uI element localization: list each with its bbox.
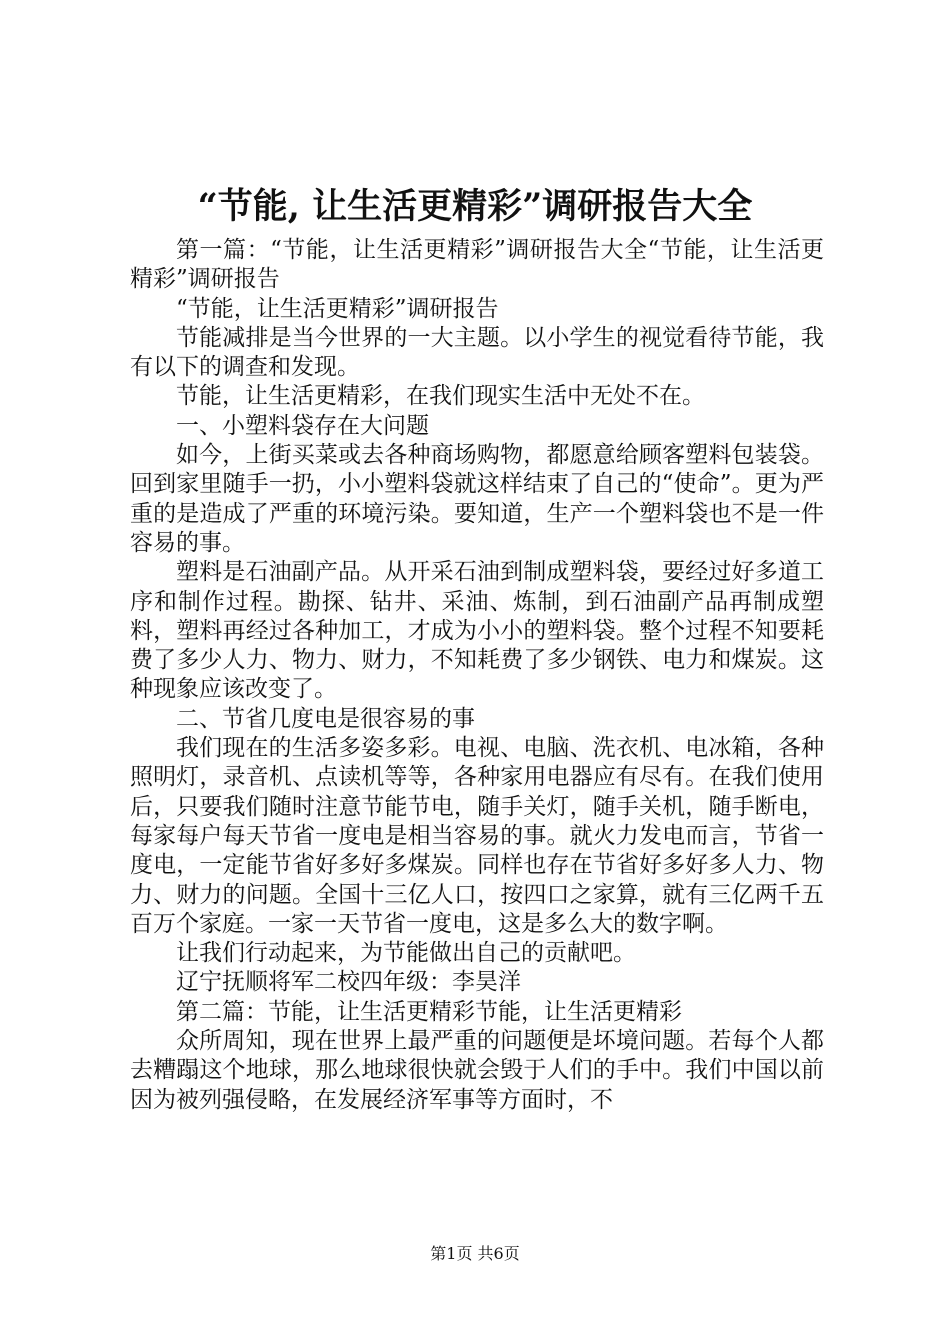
paragraph-plastic-bags: 如今，上街买菜或去各种商场购物，都愿意给顾客塑料包装袋。回到家里随手一扔，小小塑料袋就这样结束了自己的“使命”。更为严重的是造成了严重的环境污染。要知道，生产一个塑料袋也不是一件容易的事。 [130,442,824,556]
paragraph-plastic-production: 塑料是石油副产品。从开采石油到制成塑料袋，要经过好多道工序和制作过程。勘探、钻井、采油、炼制，到石油副产品再制成塑料，塑料再经过各种加工，才成为小小的塑料袋。整个过程不知要耗费了多少人力、物力、财力，不知耗费了多少钢铁、电力和煤炭。这种现象应该改变了。 [130,559,824,703]
paragraph-everywhere: 节能，让生活更精彩，在我们现实生活中无处不在。 [176,383,705,410]
paragraph-part1-heading: 第一篇：“节能，让生活更精彩”调研报告大全“节能，让生活更精彩”调研报告 [130,237,824,293]
section-heading-save-electricity: 二、节省几度电是很容易的事 [176,705,475,732]
document-body [130,236,824,1115]
document-title: “节能, 让生活更精彩”调研报告大全 [197,186,753,227]
paragraph-intro: 节能减排是当今世界的一大主题。以小学生的视觉看待节能，我有以下的调查和发现。 [130,324,824,381]
paragraph-part2-heading: 第二篇：节能，让生活更精彩节能，让生活更精彩 [176,998,682,1025]
section-heading-plastic-bags: 一、小塑料袋存在大问题 [176,412,429,439]
paragraph-author: 辽宁抚顺将军二校四年级：李昊洋 [176,969,521,996]
paragraph-report-title: “节能，让生活更精彩”调研报告 [176,295,499,322]
page-number-footer: 第1页 共6页 [430,1244,520,1263]
paragraph-part2-body: 众所周知，现在世界上最严重的问题便是坏境问题。若每个人都去糟蹋这个地球，那么地球很快就会毁于人们的手中。我们中国以前因为被列强侵略，在发展经济军事等方面时，不 [130,1028,824,1113]
paragraph-save-electricity: 我们现在的生活多姿多彩。电视、电脑、洗衣机、电冰箱，各种照明灯，录音机、点读机等等，各种家用电器应有尽有。在我们使用后，只要我们随时注意节能节电，随手关灯，随手关机，随手断电，每家每户每天节省一度电是相当容易的事。就火力发电而言，节省一度电，一定能节省好多好多煤炭。同样也存在节省好多好多人力、物力、财力的问题。全国十三亿人口，按四口之家算，就有三亿两千五百万个家庭。一家一天节省一度电，这是多么大的数字啊。 [130,735,824,937]
paragraph-call-to-action: 让我们行动起来，为节能做出自己的贡献吧。 [176,940,636,967]
